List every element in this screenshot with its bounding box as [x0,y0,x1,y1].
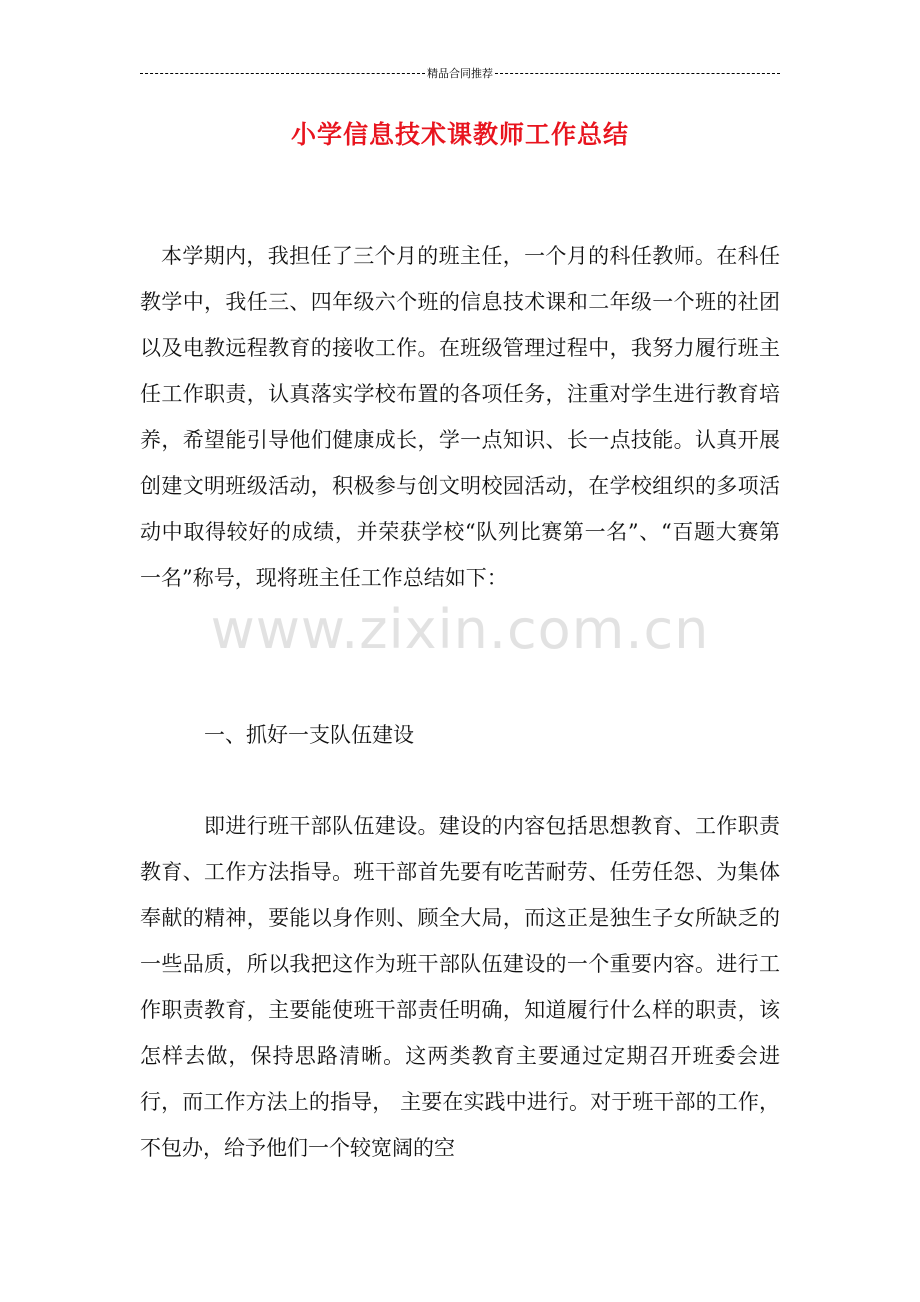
header-label: 精品合同推荐 [427,67,493,80]
document-title: 小学信息技术课教师工作总结 [290,120,629,149]
header-dash-left [140,73,425,74]
header-dash-right [495,73,780,74]
section-heading: 一、抓好一支队伍建设 [204,723,414,747]
paragraph-section-one: 即进行班干部队伍建设。建设的内容包括思想教育、工作职责教育、工作方法指导。班干部首先要有吃苦耐劳、任劳任怨、为集体奉献的精神，要能以身作则、顾全大局，而这正是独生子女所缺乏的一些品质，所以我把这作为班干部队伍建设的一个重要内容。进行工作职责教育，主要能使班干部责任明确，知道履行什么样的职责，该怎样去做，保持思路清晰。这两类教育主要通过定期召开班委会进行，而工作方法上的指导， 主要在实践中进行。对于班干部的工作，不包办，给予他们一个较宽阔的空 [140,814,780,1160]
page-header [140,65,780,81]
paragraph-intro: 本学期内，我担任了三个月的班主任，一个月的科任教师。在科任教学中，我任三、四年级六个班的信息技术课和二年级一个班的社团以及电教远程教育的接收工作。在班级管理过程中，我努力履行班主任工作职责，认真落实学校布置的各项任务，注重对学生进行教育培养，希望能引导他们健康成长，学一点知识、长一点技能。认真开展创建文明班级活动，积极参与创文明校园活动，在学校组织的多项活动中取得较好的成绩，并荣获学校“队列比赛第一名”、“百题大赛第一名”称号，现将班主任工作总结如下： [140,244,780,590]
watermark: www.zixin.com.cn [210,598,710,661]
